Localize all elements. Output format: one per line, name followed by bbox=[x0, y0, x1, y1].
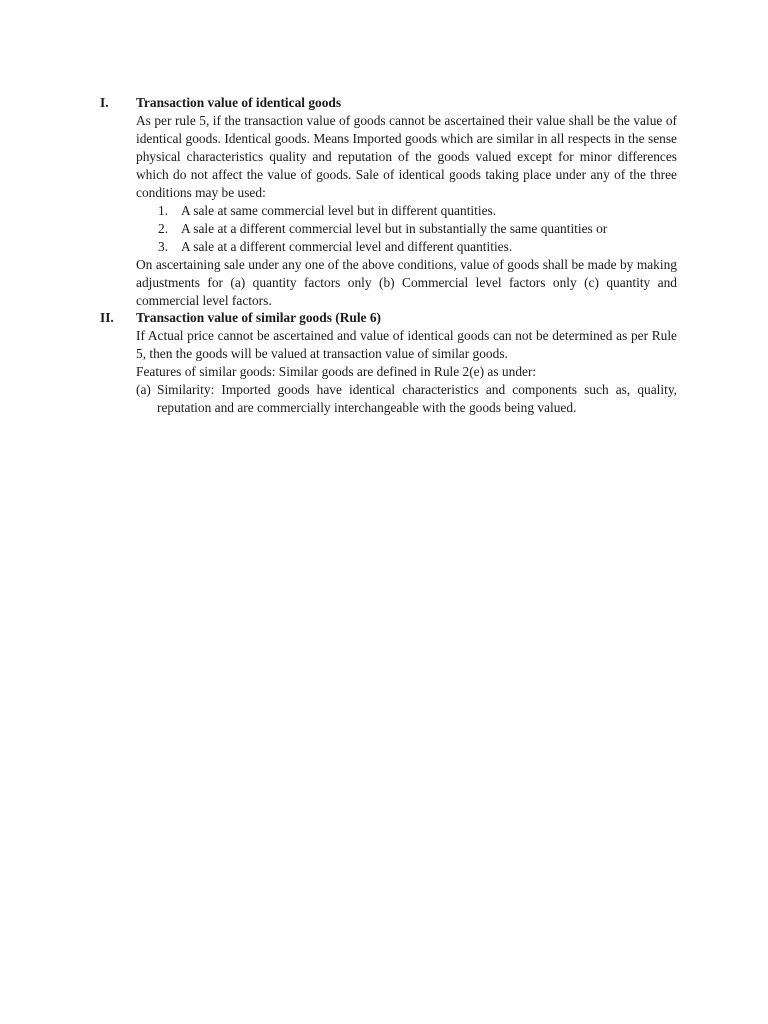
section-2-title: Transaction value of similar goods (Rule 6) bbox=[136, 310, 381, 325]
section-2-number: II. bbox=[100, 310, 114, 325]
section-2-features: Features of similar goods: Similar goods are defined in Rule 2(e) as under: bbox=[136, 364, 537, 379]
sub-item-label: (a) bbox=[136, 382, 151, 397]
sub-item bbox=[136, 381, 677, 417]
section-1-intro: As per rule 5, if the transaction value of goods cannot be ascertained their value shall be the value of identical goods. Identical goods. Means Imported goods which are similar in all respects in the sense physical characteristics quality and reputation of the goods valued except for minor differences which do not affect the value of goods. Sale of identical goods taking place under any of the three conditions may be used: bbox=[136, 113, 677, 200]
section-2-intro: If Actual price cannot be ascertained and value of identical goods can not be determined as per Rule 5, then the goods will be valued at transaction value of similar goods. bbox=[136, 328, 677, 361]
list-item-number: 2. bbox=[158, 221, 169, 236]
section-1-outro: On ascertaining sale under any one of the above conditions, value of goods shall be made by making adjustments for (a) quantity factors only (b) Commercial level factors only (c) quantity and commercial level factors. bbox=[136, 257, 677, 308]
list-item-text: A sale at same commercial level but in different quantities. bbox=[181, 203, 497, 218]
sub-item-text: Similarity: Imported goods have identical characteristics and components such as, quality, reputation and are commercially interchangeable with the goods being valued. bbox=[157, 382, 677, 415]
list-item-text: A sale at a different commercial level but in substantially the same quantities or bbox=[181, 221, 608, 236]
list-item-text: A sale at a different commercial level and different quantities. bbox=[181, 239, 513, 254]
section-1-title: Transaction value of identical goods bbox=[136, 95, 342, 110]
section-1-number: I. bbox=[100, 95, 109, 110]
list-item-number: 1. bbox=[158, 203, 169, 218]
list-item-number: 3. bbox=[158, 239, 169, 254]
